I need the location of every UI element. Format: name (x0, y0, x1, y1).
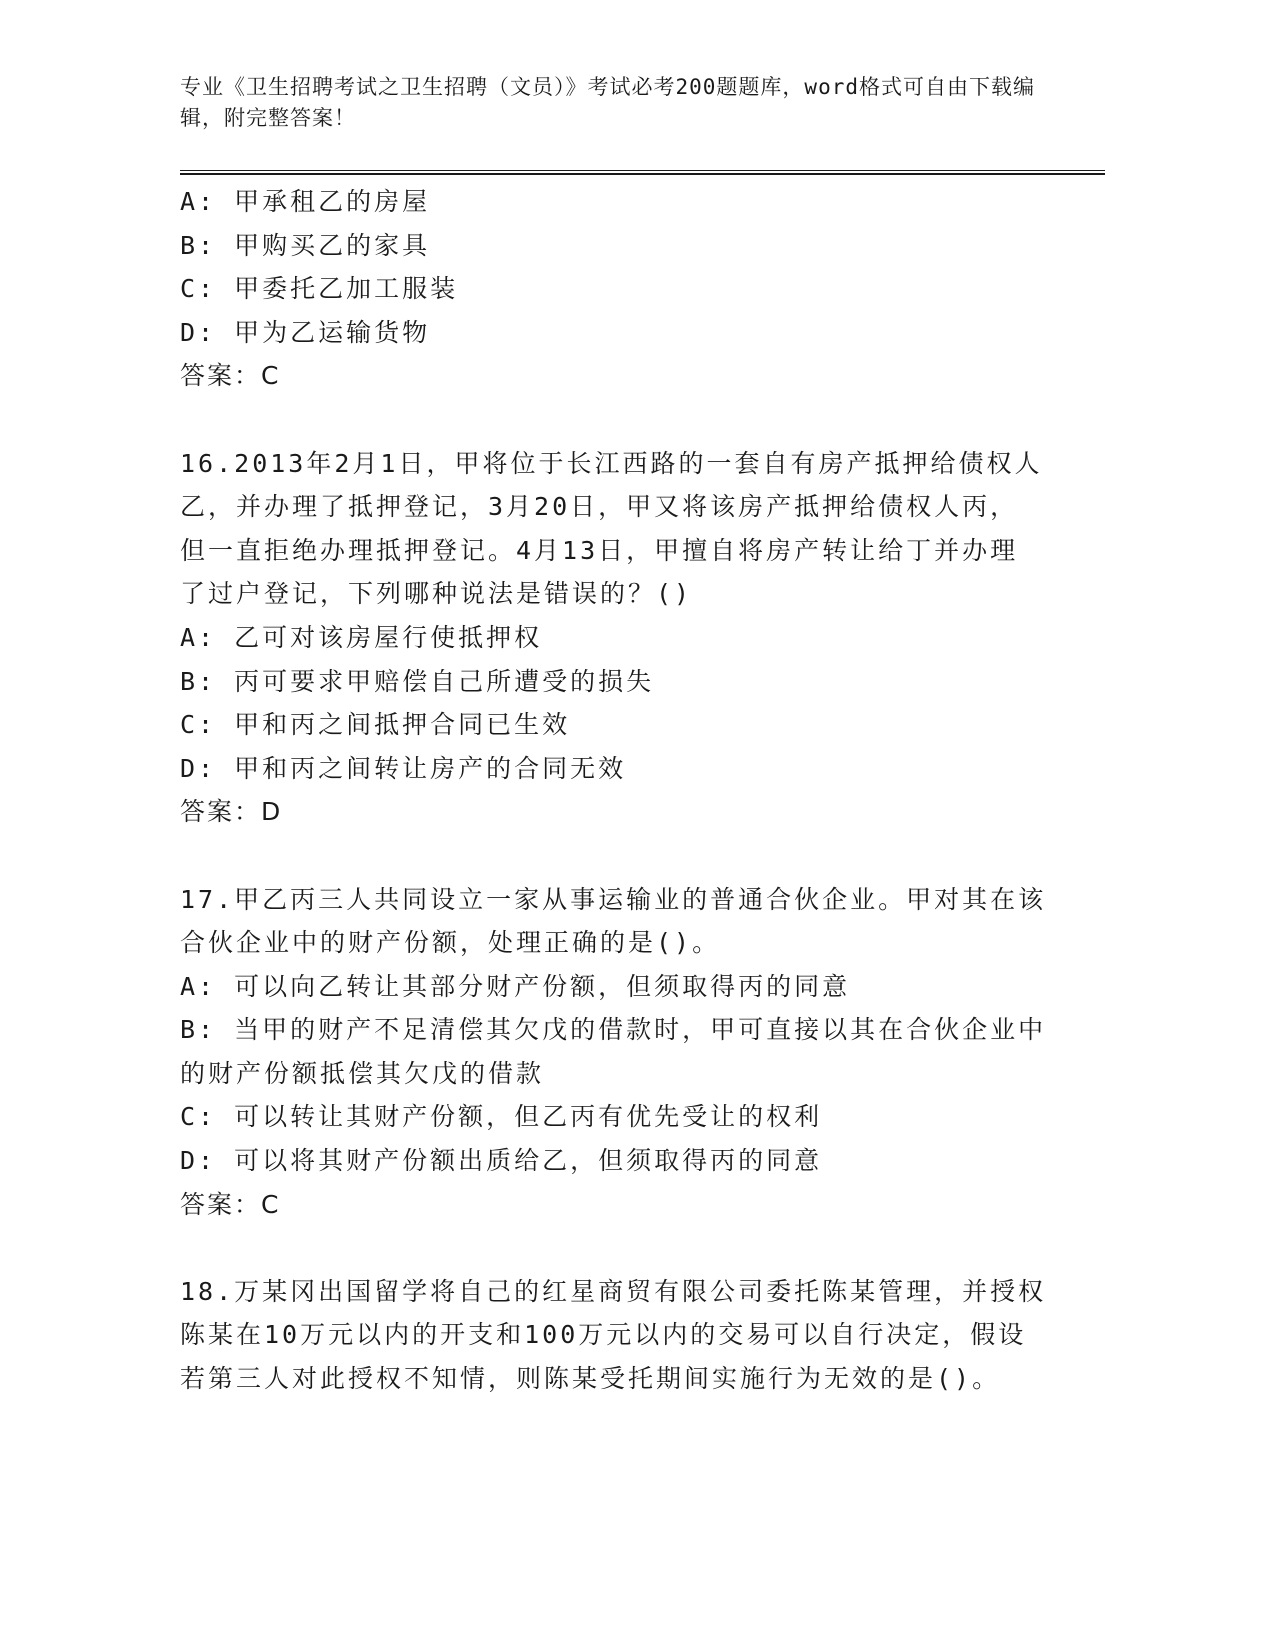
question-15 (180, 180, 1050, 398)
answer: 答案：C (180, 1189, 281, 1219)
question-stem: 17.甲乙丙三人共同设立一家从事运输业的普通合伙企业。甲对其在该 (180, 884, 1047, 914)
option-d: D: 可以将其财产份额出质给乙，但须取得丙的同意 (180, 1146, 823, 1176)
question-stem: 若第三人对此授权不知情，则陈某受托期间实施行为无效的是()。 (180, 1364, 1001, 1394)
option-a: A: 可以向乙转让其部分财产份额，但须取得丙的同意 (180, 971, 851, 1001)
option-a: A: 甲承租乙的房屋 (180, 187, 431, 216)
spacer (180, 398, 1050, 442)
option-b: B: 甲购买乙的家具 (180, 230, 431, 260)
question-18 (180, 1270, 1050, 1401)
option-b: B: 当甲的财产不足清偿其欠戊的借款时，甲可直接以其在合伙企业中 (180, 1015, 1047, 1045)
option-b-continued: 的财产份额抵偿其欠戊的借款 (180, 1058, 545, 1088)
option-c: C: 甲委托乙加工服装 (180, 274, 459, 304)
option-b: B: 丙可要求甲赔偿自己所遭受的损失 (180, 666, 655, 696)
spacer (180, 834, 1050, 878)
question-17 (180, 878, 1050, 1227)
question-stem: 16.2013年2月1日，甲将位于长江西路的一套自有房产抵押给债权人 (180, 448, 1043, 478)
question-stem: 陈某在10万元以内的开支和100万元以内的交易可以自行决定，假设 (180, 1320, 1027, 1350)
option-c: C: 可以转让其财产份额，但乙丙有优先受让的权利 (180, 1102, 823, 1132)
option-d: D: 甲为乙运输货物 (180, 317, 431, 347)
option-d: D: 甲和丙之间转让房产的合同无效 (180, 753, 627, 783)
question-stem: 但一直拒绝办理抵押登记。4月13日，甲擅自将房产转让给丁并办理 (180, 535, 1019, 565)
answer: 答案：D (180, 797, 283, 827)
question-stem: 18.万某冈出国留学将自己的红星商贸有限公司委托陈某管理，并授权 (180, 1276, 1047, 1306)
question-stem: 了过户登记，下列哪种说法是错误的？() (180, 579, 693, 609)
document-title: 专业《卫生招聘考试之卫生招聘（文员）》考试必考200题题库，word格式可自由下载编辑，附完整答案！ (180, 75, 1035, 130)
question-stem: 合伙企业中的财产份额，处理正确的是()。 (180, 928, 721, 958)
option-c: C: 甲和丙之间抵押合同已生效 (180, 710, 571, 740)
spacer (180, 1226, 1050, 1270)
question-stem: 乙，并办理了抵押登记，3月20日，甲又将该房产抵押给债权人丙， (180, 492, 1019, 522)
option-a: A: 乙可对该房屋行使抵押权 (180, 622, 543, 652)
question-16 (180, 442, 1050, 834)
header-divider (180, 170, 1105, 175)
document-body (180, 180, 1050, 1401)
answer: 答案：C (180, 361, 281, 391)
page-header (180, 72, 1040, 134)
